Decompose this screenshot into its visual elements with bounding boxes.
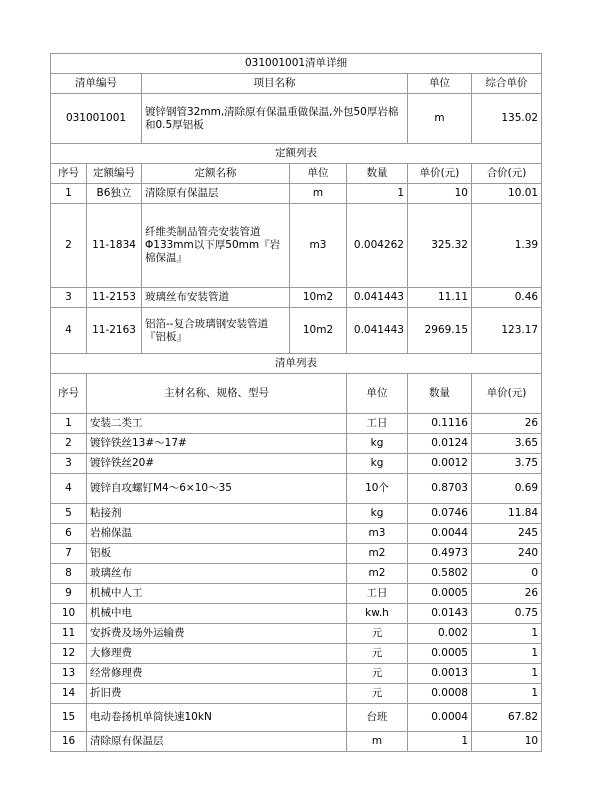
material-row xyxy=(51,664,542,684)
material-no: 15 xyxy=(51,704,87,732)
summary-code: 031001001 xyxy=(51,94,142,144)
quota-header-price: 单价(元) xyxy=(408,164,472,184)
material-qty: 0.0124 xyxy=(408,434,472,454)
material-price: 0 xyxy=(472,564,542,584)
material-unit: 元 xyxy=(347,684,408,704)
material-qty: 0.0005 xyxy=(408,644,472,664)
quota-code: 11-2153 xyxy=(87,288,142,308)
material-no: 8 xyxy=(51,564,87,584)
quota-unit: 10m2 xyxy=(290,288,347,308)
page-title: 031001001清单详细 xyxy=(51,54,542,74)
material-qty: 0.0008 xyxy=(408,684,472,704)
material-row xyxy=(51,584,542,604)
material-qty: 0.4973 xyxy=(408,544,472,564)
material-unit: m2 xyxy=(347,564,408,584)
material-no: 1 xyxy=(51,414,87,434)
quota-name: 玻璃丝布安装管道 xyxy=(142,288,290,308)
material-name: 大修理费 xyxy=(87,644,347,664)
quota-code: B6独立 xyxy=(87,184,142,204)
material-row xyxy=(51,732,542,752)
quota-total: 10.01 xyxy=(472,184,542,204)
material-name: 镀锌自攻螺钉M4～6×10～35 xyxy=(87,474,347,504)
material-no: 7 xyxy=(51,544,87,564)
material-name: 安装二类工 xyxy=(87,414,347,434)
material-qty: 1 xyxy=(408,732,472,752)
material-qty: 0.0746 xyxy=(408,504,472,524)
material-row xyxy=(51,644,542,664)
materials-header-unit: 单位 xyxy=(347,374,408,414)
material-price: 3.75 xyxy=(472,454,542,474)
material-no: 2 xyxy=(51,434,87,454)
material-unit: 工日 xyxy=(347,584,408,604)
material-name: 折旧费 xyxy=(87,684,347,704)
material-unit: 元 xyxy=(347,644,408,664)
summary-price: 135.02 xyxy=(472,94,542,144)
material-unit: 台班 xyxy=(347,704,408,732)
material-unit: m2 xyxy=(347,544,408,564)
material-row xyxy=(51,604,542,624)
quota-header-row xyxy=(51,164,542,184)
summary-header-code: 清单编号 xyxy=(51,74,142,94)
material-no: 5 xyxy=(51,504,87,524)
material-price: 240 xyxy=(472,544,542,564)
quota-header-unit: 单位 xyxy=(290,164,347,184)
material-price: 26 xyxy=(472,584,542,604)
material-unit: kg xyxy=(347,504,408,524)
quota-name: 铝箔--复合玻璃钢安装管道『铝板』 xyxy=(142,308,290,354)
summary-name: 镀锌钢管32mm,清除原有保温重做保温,外包50厚岩棉和0.5厚铝板 xyxy=(142,94,408,144)
materials-section-row xyxy=(51,354,542,374)
quota-total: 0.46 xyxy=(472,288,542,308)
material-qty: 0.5802 xyxy=(408,564,472,584)
quota-no: 1 xyxy=(51,184,87,204)
material-qty: 0.0143 xyxy=(408,604,472,624)
quota-row xyxy=(51,184,542,204)
material-unit: 元 xyxy=(347,664,408,684)
material-price: 3.65 xyxy=(472,434,542,454)
quota-header-code: 定额编号 xyxy=(87,164,142,184)
quota-code: 11-2163 xyxy=(87,308,142,354)
material-price: 1 xyxy=(472,624,542,644)
bill-detail-table xyxy=(50,53,542,752)
material-unit: kw.h xyxy=(347,604,408,624)
material-price: 1 xyxy=(472,684,542,704)
material-unit: m3 xyxy=(347,524,408,544)
material-no: 6 xyxy=(51,524,87,544)
material-name: 机械中电 xyxy=(87,604,347,624)
material-qty: 0.8703 xyxy=(408,474,472,504)
table-body xyxy=(51,54,542,752)
quota-qty: 0.041443 xyxy=(347,288,408,308)
materials-header-row xyxy=(51,374,542,414)
quota-header-qty: 数量 xyxy=(347,164,408,184)
material-unit: 10个 xyxy=(347,474,408,504)
material-row xyxy=(51,454,542,474)
quota-row xyxy=(51,308,542,354)
material-name: 粘接剂 xyxy=(87,504,347,524)
material-qty: 0.0004 xyxy=(408,704,472,732)
material-price: 0.75 xyxy=(472,604,542,624)
material-name: 镀锌铁丝20# xyxy=(87,454,347,474)
quota-name: 清除原有保温层 xyxy=(142,184,290,204)
summary-header-name: 项目名称 xyxy=(142,74,408,94)
quota-price: 11.11 xyxy=(408,288,472,308)
material-no: 14 xyxy=(51,684,87,704)
material-row xyxy=(51,414,542,434)
quota-qty: 0.004262 xyxy=(347,204,408,288)
material-no: 11 xyxy=(51,624,87,644)
quota-header-name: 定额名称 xyxy=(142,164,290,184)
material-price: 11.84 xyxy=(472,504,542,524)
quota-total: 1.39 xyxy=(472,204,542,288)
material-name: 电动卷扬机单筒快速10kN xyxy=(87,704,347,732)
quota-total: 123.17 xyxy=(472,308,542,354)
quota-name: 纤维类制品管壳安装管道Φ133mm以下厚50mm『岩棉保温』 xyxy=(142,204,290,288)
material-row xyxy=(51,624,542,644)
quota-unit: m xyxy=(290,184,347,204)
quota-header-no: 序号 xyxy=(51,164,87,184)
summary-header-price: 综合单价 xyxy=(472,74,542,94)
material-no: 9 xyxy=(51,584,87,604)
material-row xyxy=(51,474,542,504)
material-unit: kg xyxy=(347,454,408,474)
material-row xyxy=(51,684,542,704)
material-row xyxy=(51,524,542,544)
material-name: 玻璃丝布 xyxy=(87,564,347,584)
material-row xyxy=(51,504,542,524)
material-qty: 0.1116 xyxy=(408,414,472,434)
material-row xyxy=(51,704,542,732)
title-row xyxy=(51,54,542,74)
material-qty: 0.0044 xyxy=(408,524,472,544)
quota-no: 4 xyxy=(51,308,87,354)
quota-no: 3 xyxy=(51,288,87,308)
material-name: 镀锌铁丝13#～17# xyxy=(87,434,347,454)
summary-header-row xyxy=(51,74,542,94)
quota-section-title: 定额列表 xyxy=(51,144,542,164)
quota-qty: 1 xyxy=(347,184,408,204)
material-row xyxy=(51,544,542,564)
material-price: 26 xyxy=(472,414,542,434)
material-no: 16 xyxy=(51,732,87,752)
material-no: 13 xyxy=(51,664,87,684)
materials-header-name: 主材名称、规格、型号 xyxy=(87,374,347,414)
material-no: 4 xyxy=(51,474,87,504)
material-qty: 0.0013 xyxy=(408,664,472,684)
material-unit: 元 xyxy=(347,624,408,644)
material-qty: 0.002 xyxy=(408,624,472,644)
material-row xyxy=(51,434,542,454)
material-name: 清除原有保温层 xyxy=(87,732,347,752)
quota-code: 11-1834 xyxy=(87,204,142,288)
material-name: 铝板 xyxy=(87,544,347,564)
material-row xyxy=(51,564,542,584)
material-price: 67.82 xyxy=(472,704,542,732)
material-qty: 0.0012 xyxy=(408,454,472,474)
quota-row xyxy=(51,288,542,308)
material-no: 12 xyxy=(51,644,87,664)
material-name: 岩棉保温 xyxy=(87,524,347,544)
quota-price: 325.32 xyxy=(408,204,472,288)
materials-header-price: 单价(元) xyxy=(472,374,542,414)
quota-unit: 10m2 xyxy=(290,308,347,354)
quota-unit: m3 xyxy=(290,204,347,288)
material-qty: 0.0005 xyxy=(408,584,472,604)
quota-no: 2 xyxy=(51,204,87,288)
materials-header-no: 序号 xyxy=(51,374,87,414)
quota-price: 10 xyxy=(408,184,472,204)
quota-section-row xyxy=(51,144,542,164)
material-unit: m xyxy=(347,732,408,752)
quota-header-total: 合价(元) xyxy=(472,164,542,184)
material-price: 0.69 xyxy=(472,474,542,504)
material-name: 机械中人工 xyxy=(87,584,347,604)
quota-price: 2969.15 xyxy=(408,308,472,354)
material-name: 安拆费及场外运输费 xyxy=(87,624,347,644)
material-price: 1 xyxy=(472,644,542,664)
quota-row xyxy=(51,204,542,288)
material-price: 1 xyxy=(472,664,542,684)
material-no: 3 xyxy=(51,454,87,474)
materials-header-qty: 数量 xyxy=(408,374,472,414)
material-no: 10 xyxy=(51,604,87,624)
summary-unit: m xyxy=(408,94,472,144)
material-unit: 工日 xyxy=(347,414,408,434)
material-name: 经常修理费 xyxy=(87,664,347,684)
material-price: 245 xyxy=(472,524,542,544)
summary-header-unit: 单位 xyxy=(408,74,472,94)
materials-section-title: 清单列表 xyxy=(51,354,542,374)
material-price: 10 xyxy=(472,732,542,752)
summary-row xyxy=(51,94,542,144)
material-unit: kg xyxy=(347,434,408,454)
quota-qty: 0.041443 xyxy=(347,308,408,354)
